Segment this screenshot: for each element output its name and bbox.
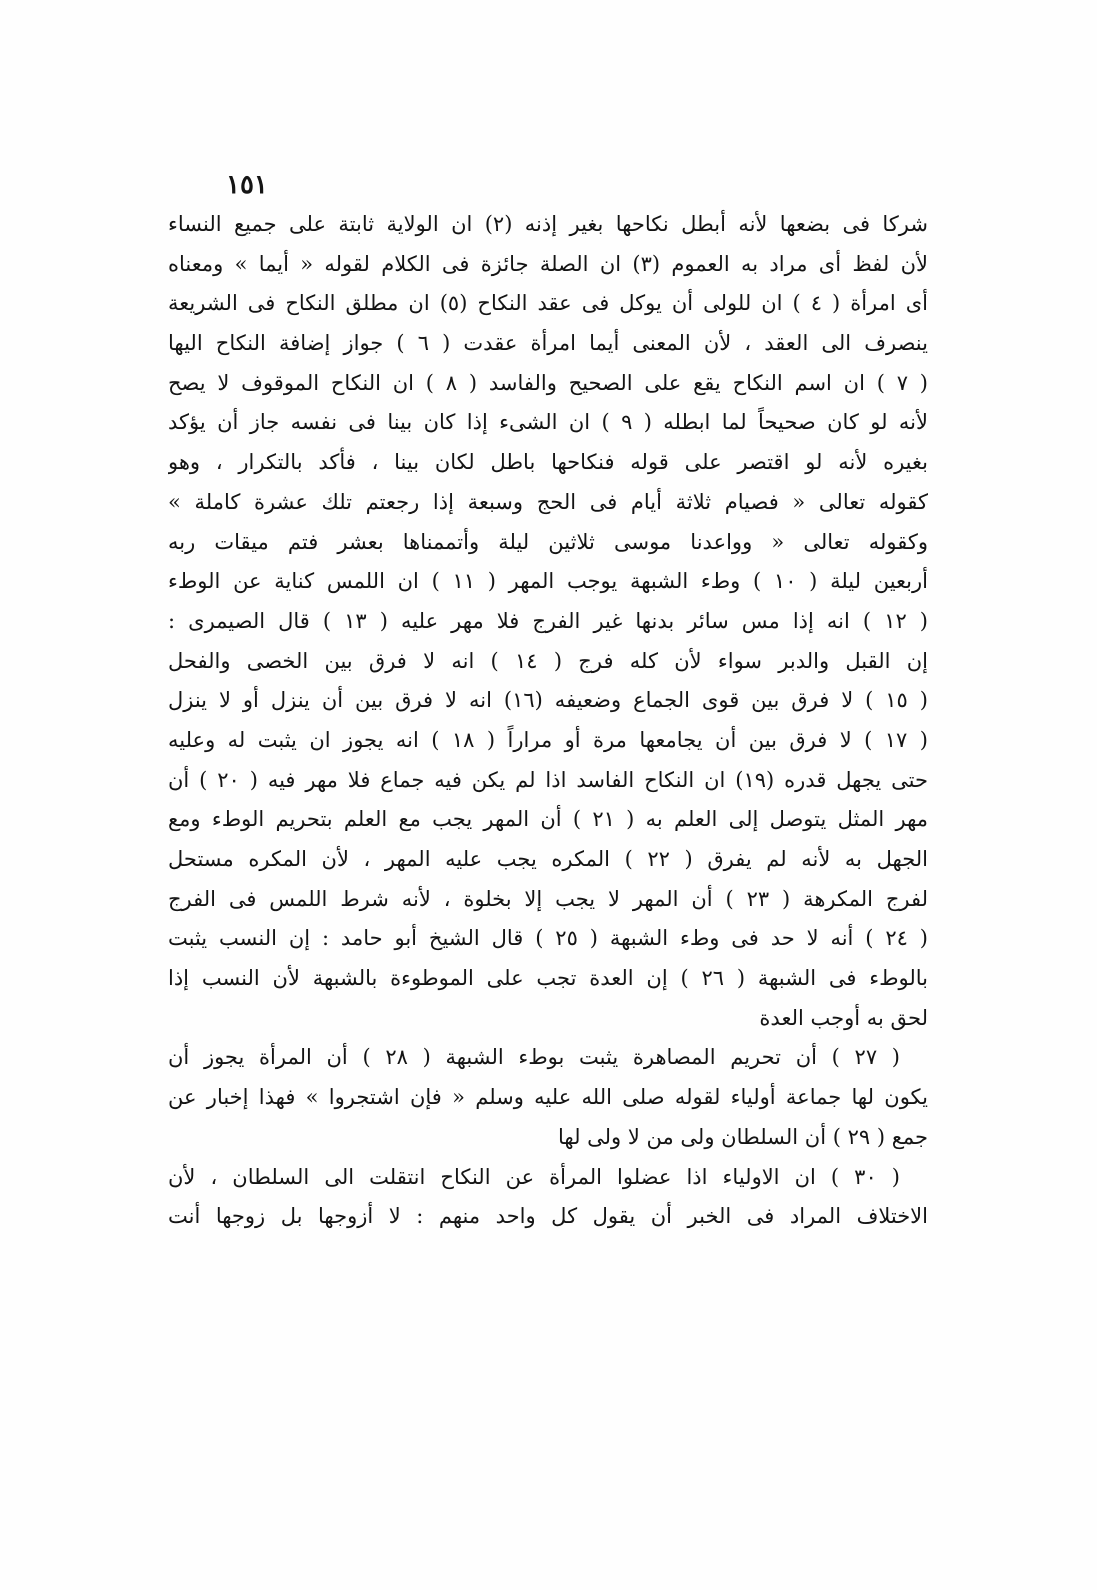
text-line: إن القبل والدبر سواء لأن كله فرج ( ١٤ ) انه لا فرق بين الخصى والفحل bbox=[168, 648, 928, 673]
text-line: أى امرأة ( ٤ ) ان للولى أن يوكل فى عقد النكاح (٥) ان مطلق النكاح فى الشريعة bbox=[168, 291, 928, 316]
text-line: ( ١٥ ) لا فرق بين قوى الجماع وضعيفه (١٦) انه لا فرق بين أن ينزل أو لا ينزل bbox=[168, 688, 928, 713]
text-line: بالوطء فى الشبهة ( ٢٦ ) إن العدة تجب على الموطوءة بالشبهة لأن النسب إذا bbox=[168, 966, 928, 991]
text-line: يكون لها جماعة أولياء لقوله صلى الله عليه وسلم « فإن اشتجروا » فهذا إخبار عن bbox=[168, 1085, 928, 1110]
text-line: ( ٢٧ ) أن تحريم المصاهرة يثبت بوطء الشبهة ( ٢٨ ) أن المرأة يجوز أن bbox=[168, 1045, 900, 1070]
body-text bbox=[168, 205, 928, 1237]
text-line: لفرج المكرهة ( ٢٣ ) أن المهر لا يجب إلا بخلوة ، لأنه شرط اللمس فى الفرج bbox=[168, 886, 928, 911]
text-line: مهر المثل يتوصل إلى العلم به ( ٢١ ) أن المهر يجب مع العلم بتحريم الوطء ومع bbox=[168, 807, 928, 832]
text-line: لأنه لو كان صحيحاً لما ابطله ( ٩ ) ان الشىء إذا كان بينا فى نفسه جاز أن يؤكد bbox=[168, 410, 928, 435]
text-line: لحق به أوجب العدة bbox=[759, 1005, 928, 1030]
text-line: جمع ( ٢٩ ) أن السلطان ولى من لا ولى لها bbox=[558, 1124, 928, 1149]
text-line: ( ١٧ ) لا فرق بين أن يجامعها مرة أو مراراً ( ١٨ ) انه يجوز ان يثبت له وعليه bbox=[168, 727, 928, 752]
text-line: ينصرف الى العقد ، لأن المعنى أيما امرأة عقدت ( ٦ ) جواز إضافة النكاح اليها bbox=[168, 331, 928, 356]
text-line: حتى يجهل قدره (١٩) ان النكاح الفاسد اذا لم يكن فيه جماع فلا مهر فيه ( ٢٠ ) أن bbox=[168, 767, 928, 792]
page-number: ١٥١ bbox=[226, 170, 268, 200]
text-line: الجهل به لأنه لم يفرق ( ٢٢ ) المكره يجب عليه المهر ، لأن المكره مستحل bbox=[168, 847, 928, 871]
text-line: أربعين ليلة ( ١٠ ) وطء الشبهة يوجب المهر ( ١١ ) ان اللمس كناية عن الوطء bbox=[168, 569, 928, 594]
text-line: كقوله تعالى « فصيام ثلاثة أيام فى الحج وسبعة إذا رجعتم تلك عشرة كاملة » bbox=[168, 489, 928, 514]
text-line: ( ٧ ) ان اسم النكاح يقع على الصحيح والفاسد ( ٨ ) ان النكاح الموقوف لا يصح bbox=[168, 370, 928, 395]
text-line: ( ١٢ ) انه إذا مس سائر بدنها غير الفرج فلا مهر عليه ( ١٣ ) قال الصيمرى : bbox=[168, 608, 928, 633]
text-line: وكقوله تعالى « وواعدنا موسى ثلاثين ليلة وأتممناها بعشر فتم ميقات ربه bbox=[168, 529, 928, 554]
text-line: الاختلاف المراد فى الخبر أن يقول كل واحد منهم : لا أزوجها بل زوجها أنت bbox=[168, 1204, 928, 1229]
text-line: بغيره لأنه لو اقتصر على قوله فنكاحها باطل لكان بينا ، فأكد بالتكرار ، وهو bbox=[168, 450, 928, 475]
text-line: شركا فى بضعها لأنه أبطل نكاحها بغير إذنه (٢) ان الولاية ثابتة على جميع النساء bbox=[168, 212, 928, 236]
text-line: ( ٣٠ ) ان الاولياء اذا عضلوا المرأة عن النكاح انتقلت الى السلطان ، لأن bbox=[168, 1164, 900, 1189]
text-line: لأن لفظ أى مراد به العموم (٣) ان الصلة جائزة فى الكلام لقوله « أيما » ومعناه bbox=[168, 251, 928, 276]
text-line: ( ٢٤ ) أنه لا حد فى وطء الشبهة ( ٢٥ ) قال الشيخ أبو حامد : إن النسب يثبت bbox=[168, 926, 928, 951]
